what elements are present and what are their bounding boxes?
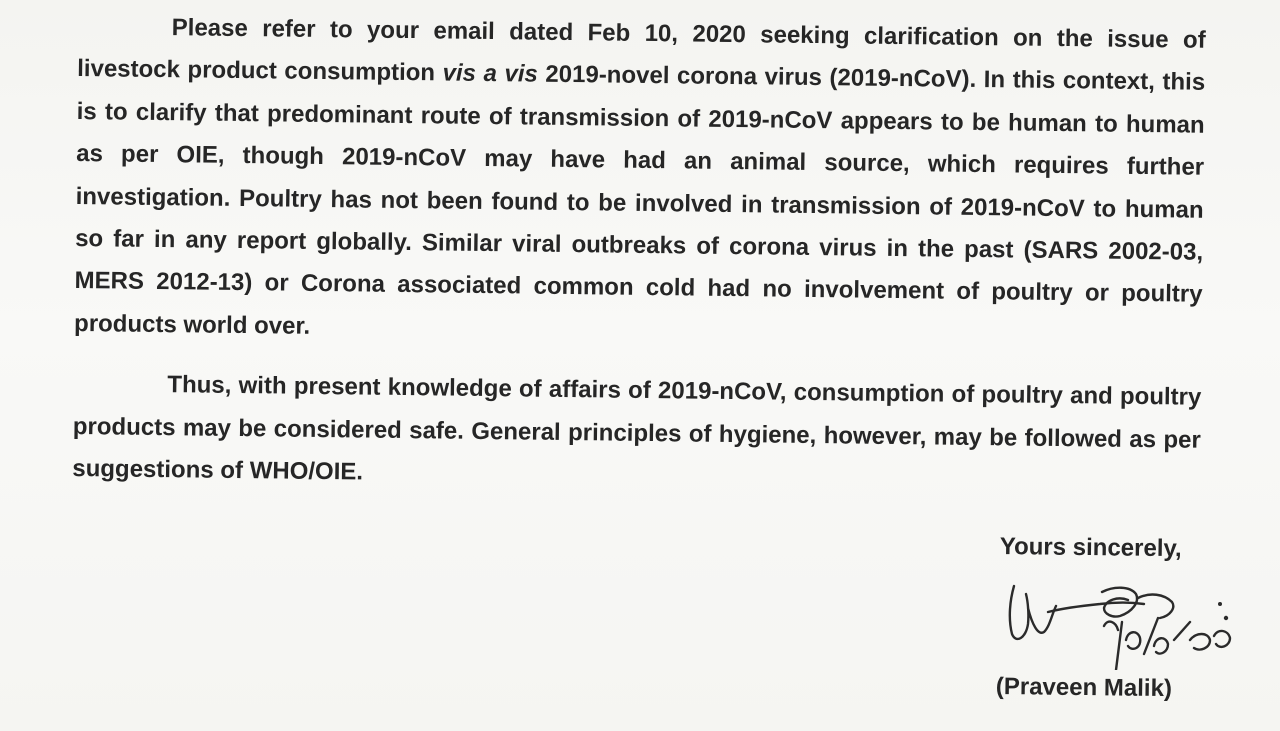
paragraph-clarification <box>74 6 1206 359</box>
signer-name: (Praveen Malik) <box>995 673 1173 703</box>
letter-body <box>72 6 1206 504</box>
paragraph-1-text-end: 2019-novel corona virus (2019-nCoV). In this context, this is to clarify that predominant route of transmission of 2019-nCoV appears to be human to human as per OIE, though 2019-nCoV may have had an animal source, which requires further investigation. Poultry has not been found to be involved in transmission of 2019-nCoV to human so far in any report globally. Similar viral outbreaks of corona virus in the past (SARS 2002-03, MERS 2012-13) or Corona associated common cold had no involvement of poultry or poultry products world over. <box>73 61 1206 340</box>
paragraph-1-emphasis: vis a vis <box>442 59 538 89</box>
paragraph-1-text-start: Please refer to your email dated Feb 10, 2020 seeking clarification on the issue of livestock product consumption <box>77 14 1206 87</box>
handwritten-signature <box>1004 578 1244 670</box>
closing-salutation: Yours sincerely, <box>999 533 1182 563</box>
paragraph-conclusion: Thus, with present knowledge of affairs of 2019-nCoV, consumption of poultry and poultry products may be considered safe. General principles of hygiene, however, may be followed as per suggestions of WHO/OIE. <box>72 371 1202 486</box>
